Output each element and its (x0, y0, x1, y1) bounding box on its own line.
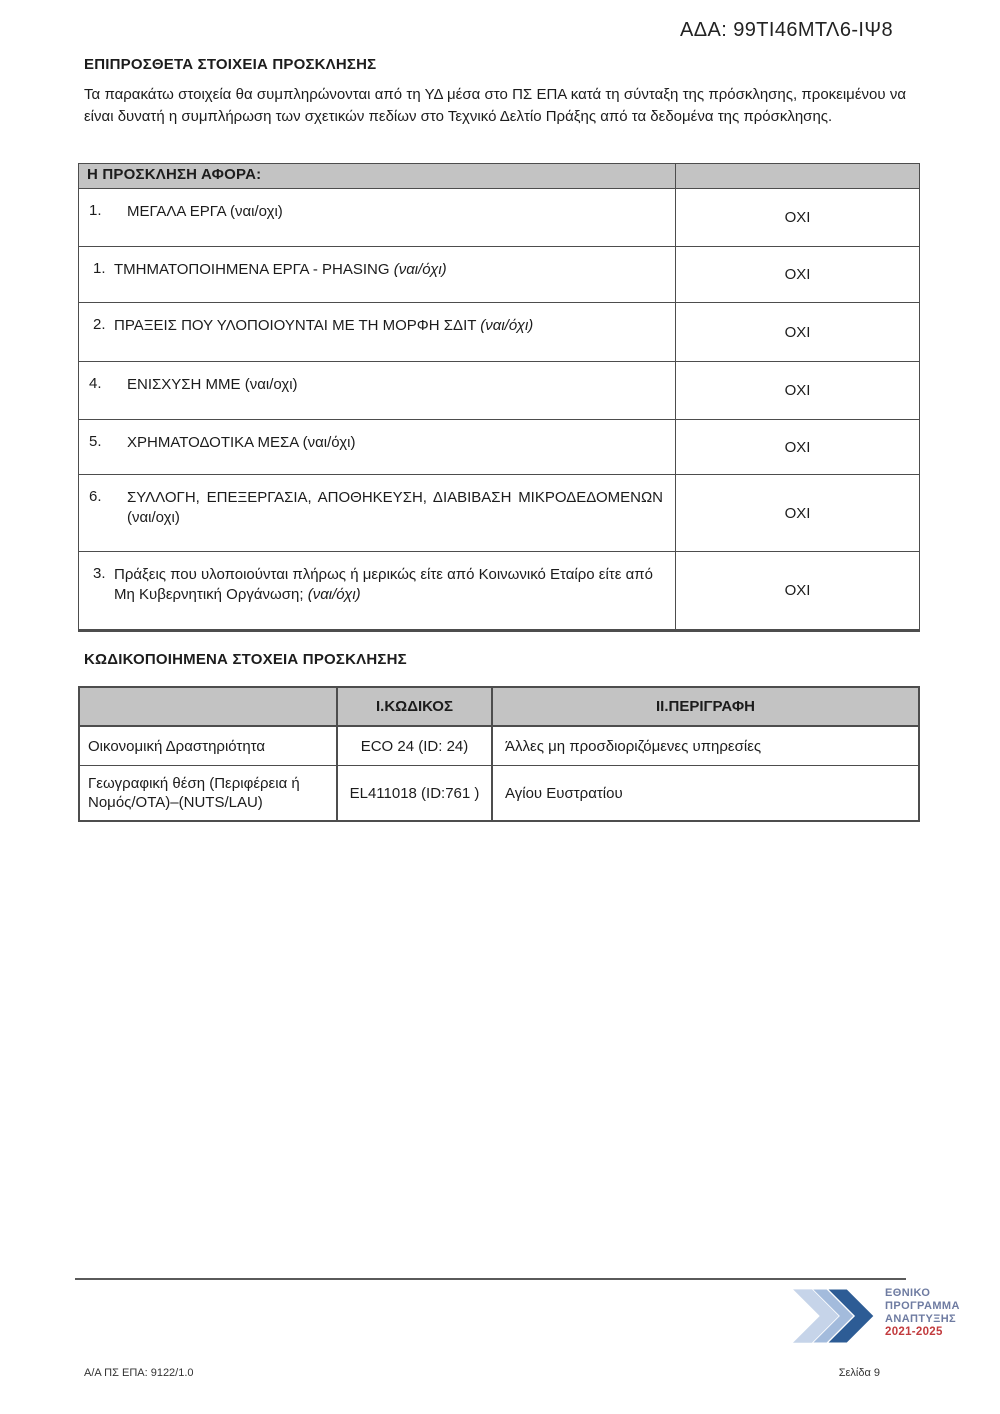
coded-row (80, 727, 918, 765)
call-concerns-table (78, 163, 920, 632)
coded-row-desc: Αγίου Ευστρατίου (505, 784, 623, 802)
row-value: ΟΧΙ (784, 382, 811, 399)
row-number: 2. (93, 316, 106, 333)
row-value: ΟΧΙ (784, 323, 811, 341)
intro-paragraph: Τα παρακάτω στοιχεία θα συμπληρώνονται από τη ΥΔ μέσα στο ΠΣ ΕΠΑ κατά τη σύνταξη της πρόσκλησης, προκειμένου να είναι δυνατή η συμπλήρωση των σχετικών πεδίων στο Τεχνικό Δελτίο Πράξης από τα δεδομένα της πρόσκλησης. (84, 86, 906, 125)
row-label-cell (79, 189, 676, 246)
row-label: ΧΡΗΜΑΤΟΔΟΤΙΚΑ ΜΕΣΑ (ναι/όχι) (127, 434, 356, 451)
row-number: 1. (93, 260, 106, 277)
logo-line1: ΕΘΝΙΚΟ (885, 1287, 931, 1299)
coded-header-code: Ι.ΚΩΔΙΚΟΣ (338, 688, 493, 725)
row-label: ΕΝΙΣΧΥΣΗ ΜΜΕ (ναι/οχι) (127, 376, 298, 393)
logo-line3: ΑΝΑΠΤΥΞΗΣ (885, 1313, 957, 1325)
row-label: Πράξεις που υλοποιούνται πλήρως ή μερικώς είτε από Κοινωνικό Εταίρο είτε από Μη Κυβερνητική Οργάνωση; (ναι/όχι) (114, 566, 653, 603)
row-value: ΟΧΙ (784, 504, 811, 522)
row-label-cell (79, 420, 676, 474)
coded-row-desc: Άλλες μη προσδιοριζόμενες υπηρεσίες (505, 737, 762, 755)
table-row (79, 361, 919, 419)
table-header-value-cell (676, 164, 919, 188)
logo-text (885, 1286, 960, 1346)
coded-header-row (80, 688, 918, 727)
section-title-additional: ΕΠΙΠΡΟΣΘΕΤΑ ΣΤΟΙΧΕΙΑ ΠΡΟΣΚΛΗΣΗΣ (84, 56, 377, 73)
table-row (79, 246, 919, 302)
coded-row (80, 765, 918, 820)
table-header-label: Η ΠΡΟΣΚΛΗΣΗ ΑΦΟΡΑ: (79, 164, 676, 188)
row-value: ΟΧΙ (784, 582, 811, 599)
table-header-row (79, 164, 919, 188)
coded-header-empty (80, 688, 338, 725)
row-label-cell (79, 247, 676, 302)
row-label-cell (79, 303, 676, 361)
triple-chevron-icon (792, 1286, 876, 1346)
row-value: ΟΧΙ (784, 266, 811, 283)
coded-row-code: ECO 24 (ID: 24) (338, 727, 493, 765)
row-number: 4. (89, 375, 102, 392)
logo-years: 2021-2025 (885, 1326, 943, 1338)
table-row (79, 302, 919, 361)
row-label: ΤΜΗΜΑΤΟΠΟΙΗΜΕΝΑ ΕΡΓΑ - PHASING (ναι/όχι) (114, 261, 447, 278)
row-value: ΟΧΙ (784, 438, 811, 456)
coded-row-label: Οικονομική Δραστηριότητα (80, 727, 338, 765)
coded-elements-table (78, 686, 920, 822)
row-number: 5. (89, 433, 102, 450)
footer-divider (75, 1278, 906, 1280)
footer-reference: Α/Α ΠΣ ΕΠΑ: 9122/1.0 (84, 1367, 194, 1379)
row-label-cell (79, 475, 676, 551)
row-label-cell (79, 362, 676, 419)
table-row (79, 188, 919, 246)
section-title-coded: ΚΩΔΙΚΟΠΟΙΗΜΕΝΑ ΣΤΟΧΕΙΑ ΠΡΟΣΚΛΗΣΗΣ (84, 651, 407, 668)
coded-row-label: Γεωγραφική θέση (Περιφέρεια ή Νομός/ΟΤΑ)–(NUTS/LAU) (80, 766, 338, 820)
ada-code: ΑΔΑ: 99ΤΙ46ΜΤΛ6-ΙΨ8 (680, 19, 893, 41)
row-value: ΟΧΙ (784, 209, 811, 226)
coded-row-code: EL411018 (ID:761 ) (338, 766, 493, 820)
table-row (79, 551, 919, 629)
row-number: 6. (89, 488, 102, 505)
row-label: ΣΥΛΛΟΓΗ, ΕΠΕΞΕΡΓΑΣΙΑ, ΑΠΟΘΗΚΕΥΣΗ, ΔΙΑΒΙΒΑΣΗ ΜΙΚΡΟΔΕΔΟΜΕΝΩΝ (ναι/οχι) (127, 489, 663, 526)
row-label-cell (79, 552, 676, 629)
row-number: 1. (89, 202, 102, 219)
table-row (79, 419, 919, 474)
epa-program-logo (792, 1286, 960, 1346)
logo-line2: ΠΡΟΓΡΑΜΜΑ (885, 1300, 960, 1312)
row-label: ΠΡΑΞΕΙΣ ΠΟΥ ΥΛΟΠΟΙΟΥΝΤΑΙ ΜΕ ΤΗ ΜΟΡΦΗ ΣΔΙΤ (ναι/όχι) (114, 317, 534, 334)
table-row (79, 474, 919, 551)
coded-header-desc: ΙΙ.ΠΕΡΙΓΡΑΦΗ (656, 698, 755, 715)
row-number: 3. (93, 565, 106, 582)
row-label: ΜΕΓΑΛΑ ΕΡΓΑ (ναι/οχι) (127, 203, 283, 220)
page-number: Σελίδα 9 (838, 1367, 880, 1379)
